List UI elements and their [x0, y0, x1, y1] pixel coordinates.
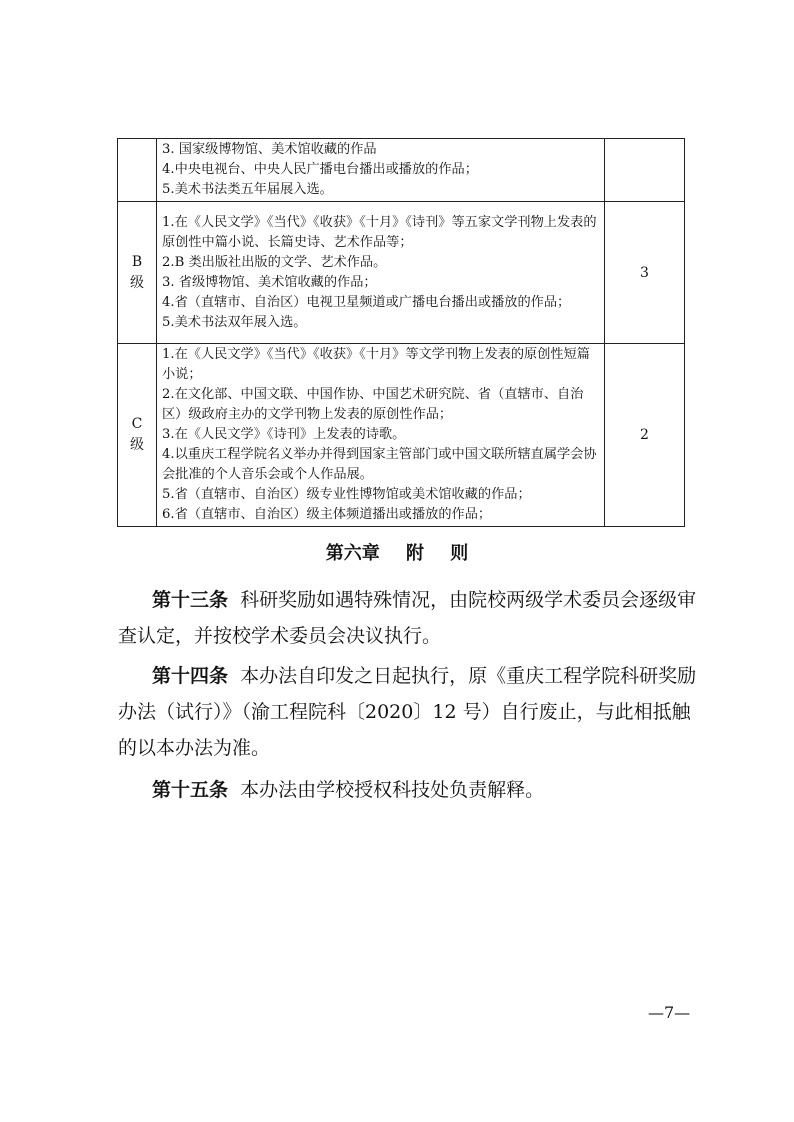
list-item: 1.在《人民文学》《当代》《收获》《十月》《诗刊》等五家文学刊物上发表的原创性中篇小说、长篇史诗、艺术作品等；: [162, 214, 597, 250]
level-letter: B: [131, 253, 143, 270]
article-text: 科研奖励如遇特殊情况，由院校两级学术委员会逐级审查认定，并按校学术委员会决议执行。: [118, 589, 697, 647]
article-14: [118, 658, 700, 766]
content-cell: [157, 202, 605, 344]
content-cell: [157, 344, 605, 527]
article-label: 第十三条: [152, 589, 229, 611]
list-item: 1.在《人民文学》《当代》《收获》《十月》等文学刊物上发表的原创性短篇小说；: [162, 347, 590, 382]
article-13: [118, 582, 700, 654]
chapter-heading: [0, 542, 794, 566]
list-item: 2.在文化部、中国文联、中国作协、中国艺术研究院、省（直辖市、自治区）级政府主办的文学刊物上发表的原创性作品；: [162, 387, 584, 422]
list-item: 2.B 类出版社出版的文学、艺术作品。: [162, 254, 387, 270]
list-item: 5.省（直辖市、自治区）级专业性博物馆或美术馆收藏的作品；: [162, 487, 531, 502]
list-item: 5.美术书法类五年届展入选。: [162, 182, 333, 197]
article-15: [118, 772, 700, 808]
list-item: 3.在《人民文学》《诗刊》上发表的诗歌。: [162, 427, 406, 442]
chapter-number: 第六章: [325, 543, 380, 564]
level-letter: C: [131, 416, 143, 432]
table-row: [118, 202, 685, 344]
list-item: 4.中央电视台、中央人民广播电台播出或播放的作品；: [162, 162, 478, 177]
list-item: 4.以重庆工程学院名义举办并得到国家主管部门或中国文联所辖直属学会协会批准的个人音乐会或个人作品展。: [162, 447, 597, 482]
list-item: 3. 国家级博物馆、美术馆收藏的作品: [162, 142, 377, 157]
level-cell: [118, 139, 157, 202]
article-text: 本办法自印发之日起执行，原《重庆工程学院科研奖励办法（试行）》（渝工程院科〔2020〕12 号）自行废止，与此相抵触的以本办法为准。: [118, 665, 697, 759]
chapter-title-char: 则: [450, 543, 469, 564]
list-item: 6.省（直辖市、自治区）级主体频道播出或播放的作品；: [162, 507, 492, 522]
score-cell: 2: [605, 344, 685, 527]
score-cell: [605, 139, 685, 202]
level-cell: [118, 202, 157, 344]
level-cell: [118, 344, 157, 527]
level-suffix: 级: [130, 274, 144, 291]
level-suffix: 级: [130, 437, 144, 453]
article-label: 第十五条: [152, 779, 229, 801]
article-label: 第十四条: [152, 665, 229, 687]
content-cell: [157, 139, 605, 202]
article-text: 本办法由学校授权科技处负责解释。: [240, 779, 545, 801]
page-number: —7—: [648, 1003, 691, 1022]
list-item: 4.省（直辖市、自治区）电视卫星频道或广播电台播出或播放的作品；: [162, 294, 571, 310]
chapter-title-char: 附: [406, 543, 424, 564]
score-cell: 3: [605, 202, 685, 344]
award-grade-table: [117, 138, 685, 527]
table-row: [118, 139, 685, 202]
list-item: 3. 省级博物馆、美术馆收藏的作品；: [162, 274, 377, 290]
table-row: [118, 344, 685, 527]
list-item: 5.美术书法双年展入选。: [162, 314, 307, 330]
